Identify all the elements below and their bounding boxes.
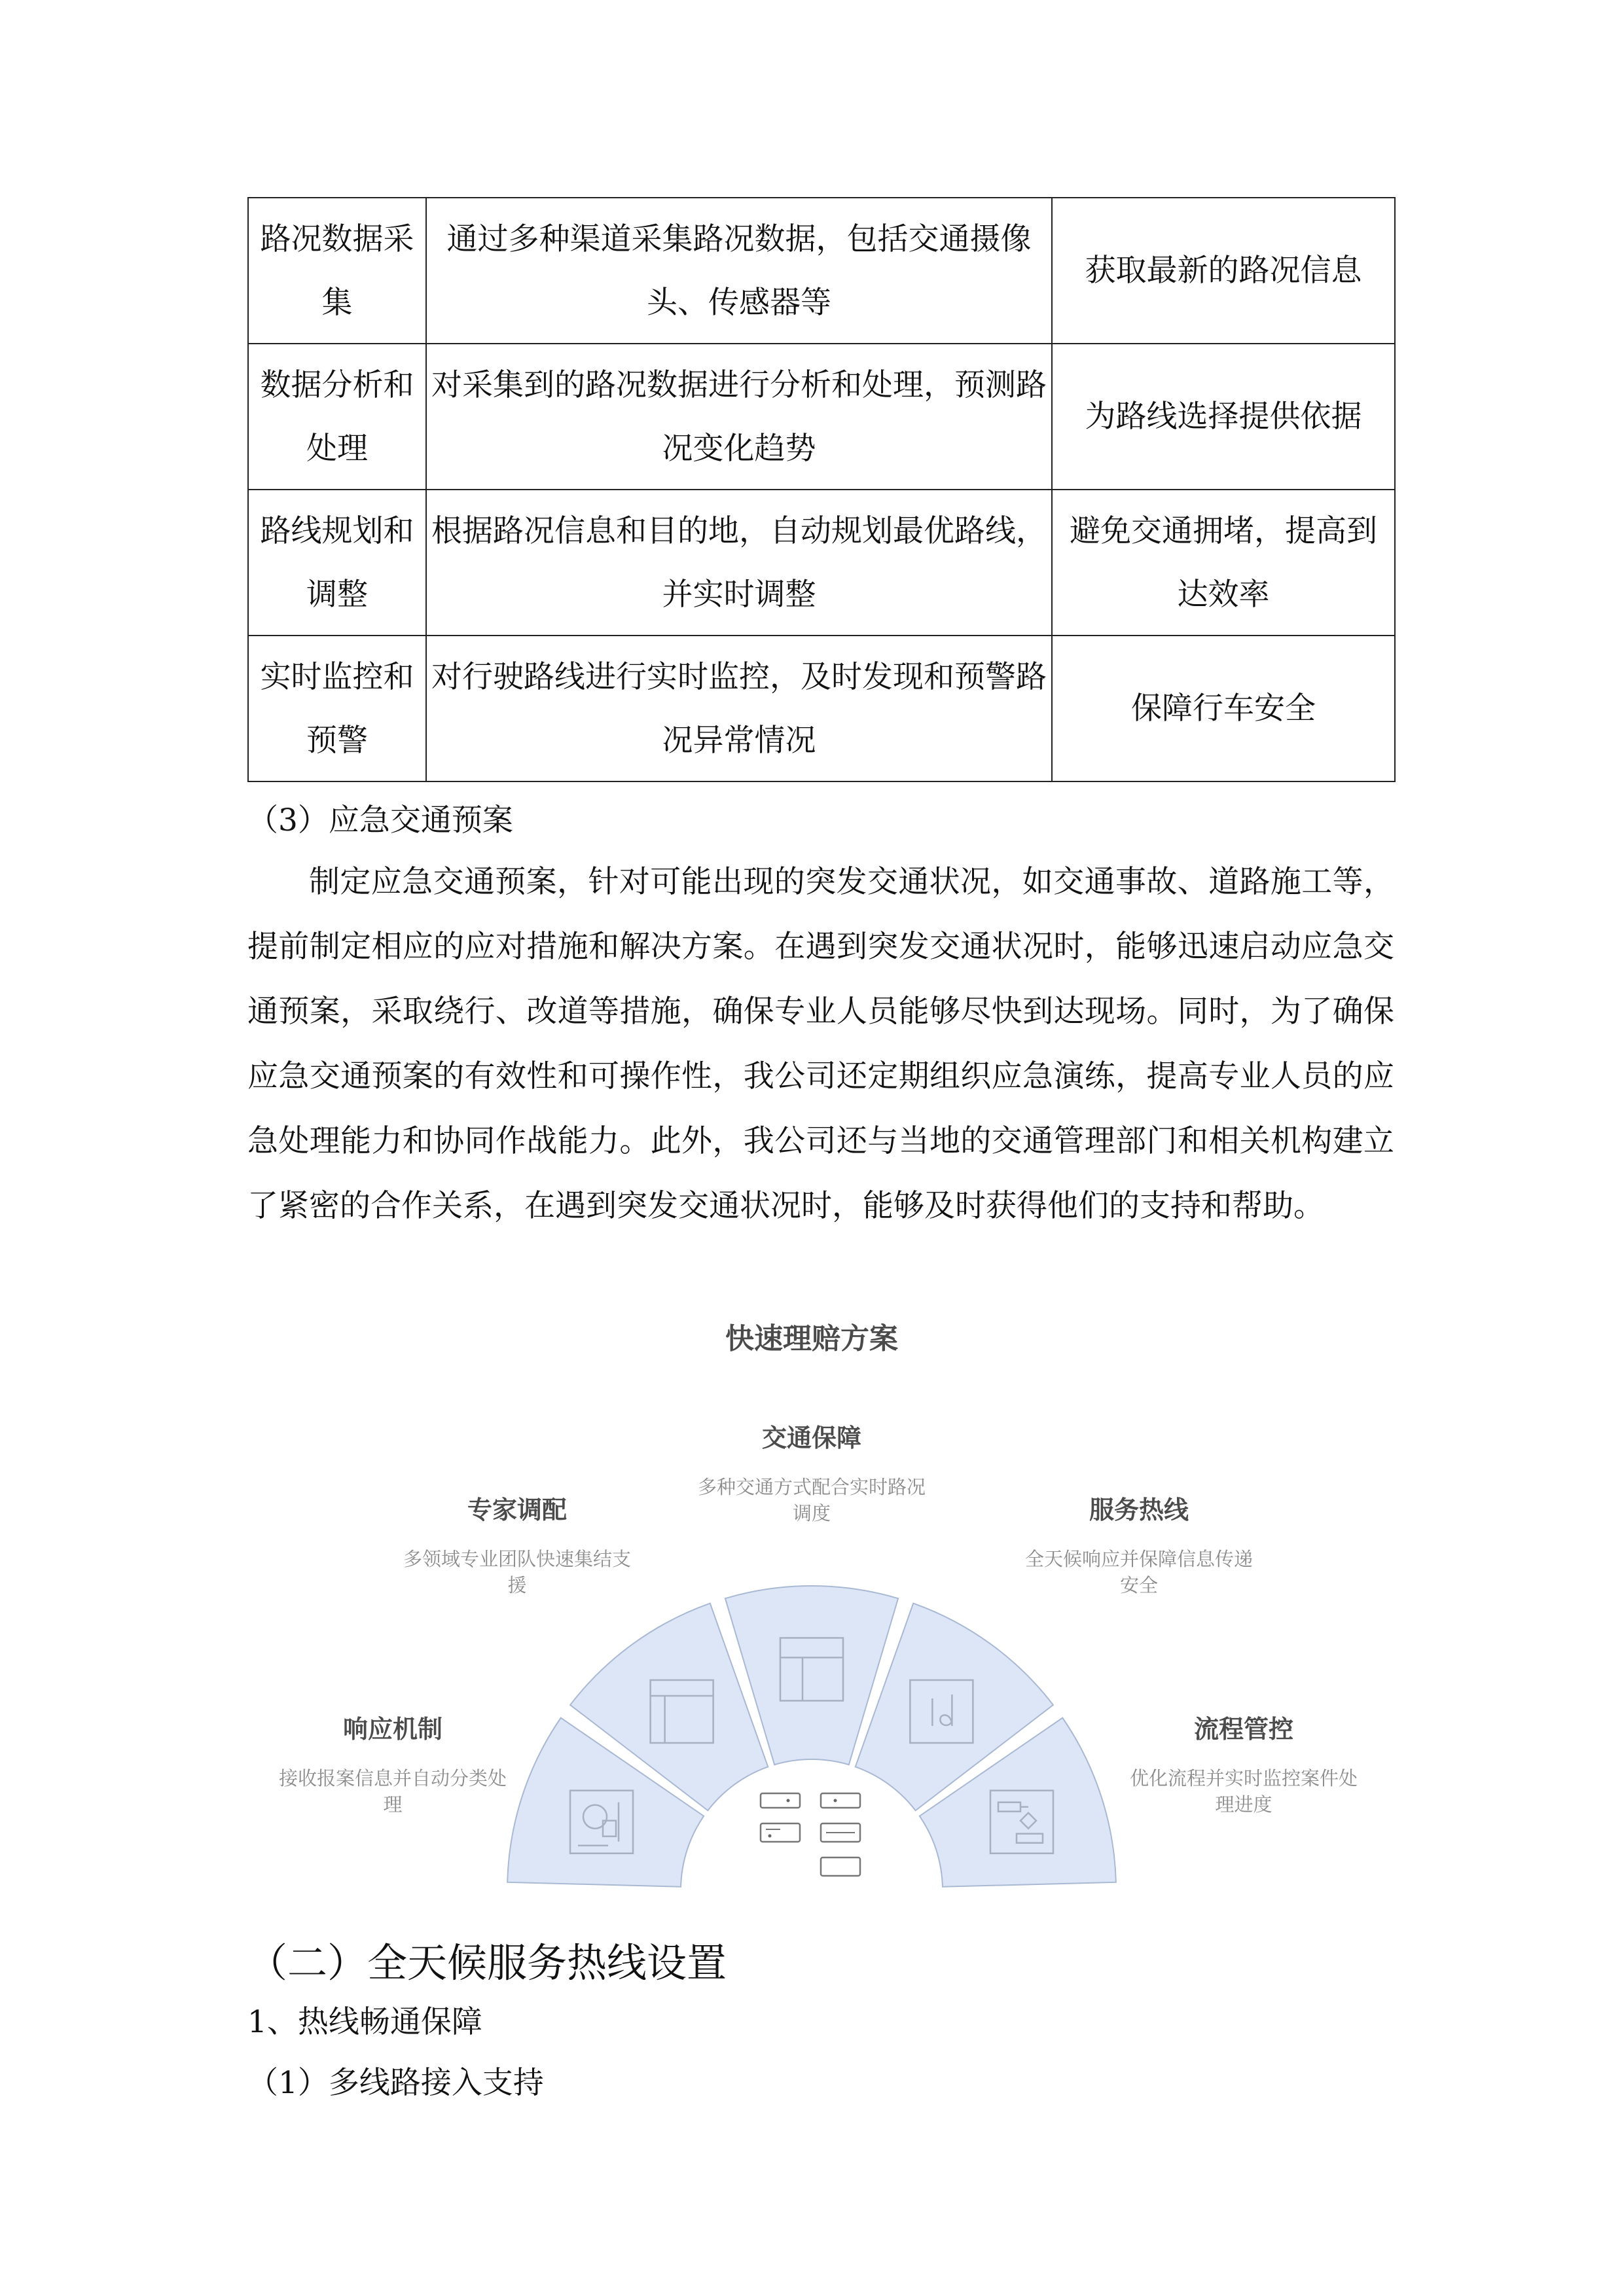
hub-card-icon [821,1823,860,1842]
diagram-label-group [1025,1496,1253,1596]
table-cell-desc: 通过多种渠道采集路况数据，包括交通摄像头、传感器等 [426,198,1052,344]
diagram-desc: 接收报案信息并自动分类处 [278,1767,507,1789]
diagram-desc: 理进度 [1215,1793,1272,1816]
table-cell-item: 数据分析和处理 [248,344,426,490]
section-two-heading: （二）全天候服务热线设置 [247,1940,727,1986]
diagram-title: 快速理赔方案 [725,1322,898,1355]
diagram-desc: 多领域专业团队快速集结支 [403,1548,632,1570]
diagram-desc: 优化流程并实时监控案件处 [1129,1767,1358,1789]
table-cell-desc: 对行驶路线进行实时监控，及时发现和预警路况异常情况 [426,636,1052,781]
diagram-label: 交通保障 [761,1424,862,1452]
table-cell-goal: 保障行车安全 [1052,636,1395,781]
diagram-desc: 理 [383,1793,403,1816]
diagram-label-group [279,1715,507,1816]
section3-paragraph: 制定应急交通预案，针对可能出现的突发交通状况，如交通事故、道路施工等，提前制定相应的应对措施和解决方案。在遇到突发交通状况时，能够迅速启动应急交通预案，采取绕行、改道等措施，确保专业人员能够尽快到达现场。同时，为了确保应急交通预案的有效性和可操作性，我公司还定期组织应急演练，提高专业人员的应急处理能力和协同作战能力。此外，我公司还与当地的交通管理部门和相关机构建立了紧密的合作关系，在遇到突发交通状况时，能够及时获得他们的支持和帮助。 [247,864,1394,1224]
diagram-label-group [1130,1715,1358,1816]
table-cell-desc: 根据路况信息和目的地，自动规划最优路线，并实时调整 [426,490,1052,636]
hub-card-icon [821,1793,860,1808]
section3-heading: （3）应急交通预案 [247,802,513,838]
table-cell-desc: 对采集到的路况数据进行分析和处理，预测路况变化趋势 [426,344,1052,490]
diagram-label: 响应机制 [342,1715,443,1744]
table-cell-item: 实时监控和预警 [248,636,426,781]
diagram-label-group [698,1424,926,1524]
diagram-label: 流程管控 [1193,1715,1294,1744]
diagram-desc: 全天候响应并保障信息传递 [1024,1548,1254,1570]
hub-card-icon [761,1793,800,1808]
diagram-label: 专家调配 [467,1496,568,1524]
table-cell-item: 路况数据采集 [248,198,426,344]
table-cell-item: 路线规划和调整 [248,490,426,636]
diagram-desc: 安全 [1119,1574,1159,1596]
multiline-heading: （1）多线路接入支持 [247,2065,544,2101]
diagram-desc: 多种交通方式配合实时路况 [697,1476,926,1498]
table-cell-goal: 为路线选择提供依据 [1052,344,1395,490]
hub-card-icon [821,1857,860,1876]
hub-card-icon [761,1823,800,1842]
diagram-label: 服务热线 [1089,1496,1189,1524]
hotline-heading: 1、热线畅通保障 [247,2004,482,2040]
diagram-desc: 调度 [792,1502,831,1524]
table-cell-goal: 获取最新的路况信息 [1052,198,1395,344]
diagram-label-group [403,1496,631,1596]
diagram-desc: 援 [507,1574,527,1596]
table-cell-goal: 避免交通拥堵，提高到达效率 [1052,490,1395,636]
